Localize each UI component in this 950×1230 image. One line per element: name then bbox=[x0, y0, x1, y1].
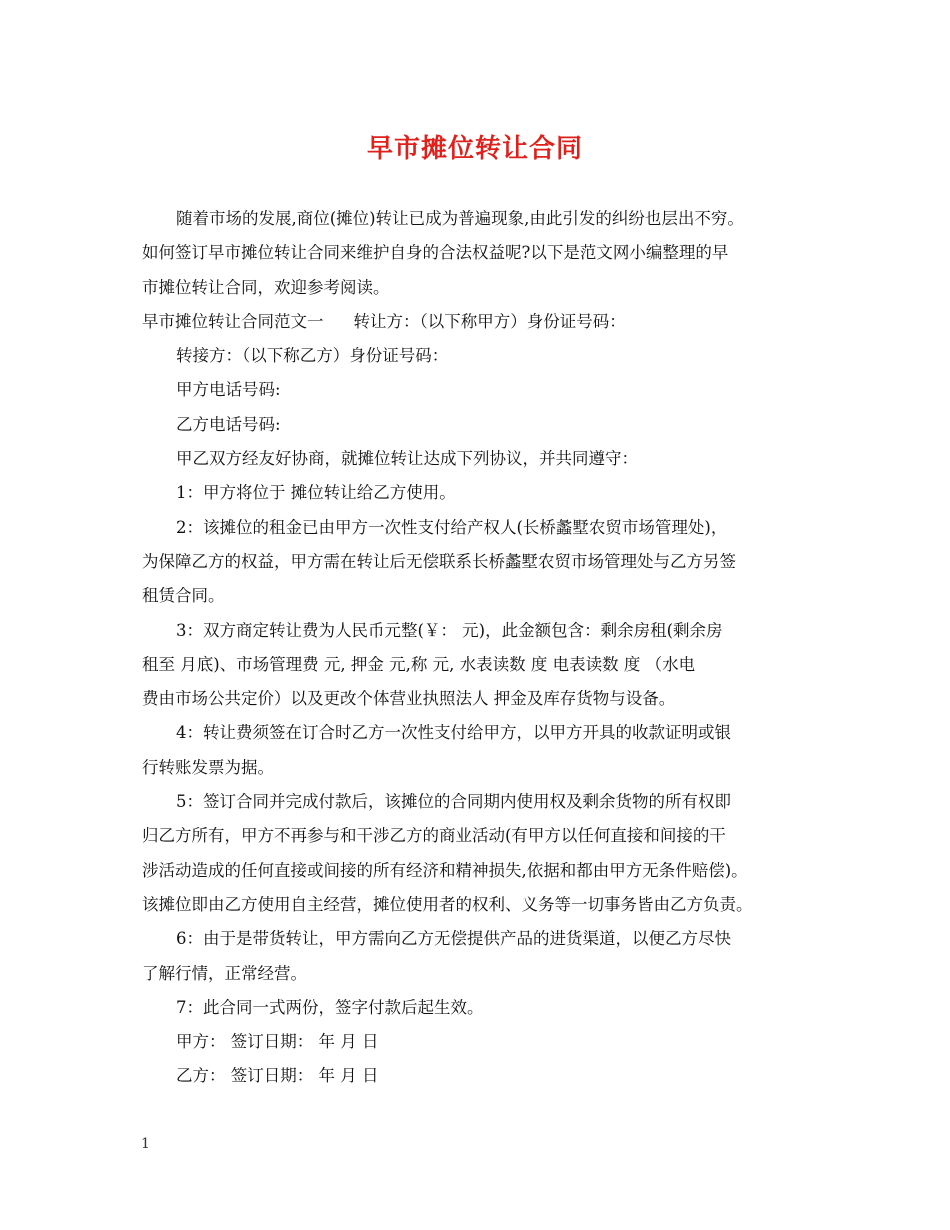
document-title: 早市摊位转让合同 bbox=[366, 134, 583, 164]
clause-3-line-1: 3：双方商定转让费为人民币元整(￥： 元)，此金额包含：剩余房租(剩余房 bbox=[176, 620, 723, 640]
agreement-intro: 甲乙双方经友好协商，就摊位转让达成下列协议，并共同遵守： bbox=[176, 449, 638, 469]
clause-5-line-4: 该摊位即由乙方使用自主经营，摊位使用者的权利、义务等一切事务皆由乙方负责。 bbox=[142, 894, 753, 914]
intro-line-1: 随着市场的发展,商位(摊位)转让已成为普遍现象,由此引发的纠纷也层出不穷。 bbox=[176, 209, 744, 228]
party-a-phone: 甲方电话号码: bbox=[176, 380, 281, 400]
clause-1-line-1: 1：甲方将位于 摊位转让给乙方使用。 bbox=[176, 483, 456, 503]
clause-3-line-2: 租至 月底)、市场管理费 元, 押金 元,称 元, 水表读数 度 电表读数 度 （水电 bbox=[142, 654, 696, 674]
clause-2-line-1: 2：该摊位的租金已由甲方一次性支付给产权人(长桥蠡墅农贸市场管理处)， bbox=[176, 517, 728, 537]
clause-5-line-1: 5：签订合同并完成付款后，该摊位的合同期内使用权及剩余货物的所有权即 bbox=[176, 792, 731, 812]
signature-party-a: 甲方： 签订日期： 年 月 日 bbox=[176, 1032, 379, 1052]
intro-line-2: 如何签订早市摊位转让合同来维护自身的合法权益呢?以下是范文网小编整理的早 bbox=[142, 243, 729, 263]
clause-6-line-1: 6：由于是带货转让，甲方需向乙方无偿提供产品的进货渠道，以便乙方尽快 bbox=[176, 929, 731, 949]
document-body bbox=[142, 202, 817, 1094]
transferee-line: 转接方：（以下称乙方）身份证号码： bbox=[176, 346, 449, 366]
clause-4-line-2: 行转账发票为据。 bbox=[142, 757, 274, 777]
clause-2-line-3: 租赁合同。 bbox=[142, 586, 225, 606]
signature-party-b: 乙方： 签订日期： 年 月 日 bbox=[176, 1066, 379, 1086]
clause-5-line-2: 归乙方所有，甲方不再参与和干涉乙方的商业活动(有甲方以任何直接和间接的干 bbox=[142, 826, 726, 846]
party-b-phone: 乙方电话号码: bbox=[176, 414, 281, 434]
clause-3-line-3: 费由市场公共定价）以及更改个体营业执照法人 押金及库存货物与设备。 bbox=[142, 689, 676, 709]
page-number: 1 bbox=[141, 1136, 150, 1152]
sample-heading: 早市摊位转让合同范文一 bbox=[142, 311, 324, 331]
clause-2-line-2: 为保障乙方的权益，甲方需在转让后无偿联系长桥蠡墅农贸市场管理处与乙方另签 bbox=[142, 551, 736, 571]
sample-heading-line bbox=[142, 305, 817, 339]
intro-line-3: 市摊位转让合同，欢迎参考阅读。 bbox=[142, 277, 390, 297]
clause-4-line-1: 4：转让费须签在订合时乙方一次性支付给甲方，以甲方开具的收款证明或银 bbox=[176, 723, 731, 743]
clause-6-line-2: 了解行情，正常经营。 bbox=[142, 963, 307, 983]
clause-7: 7：此合同一式两份，签字付款后起生效。 bbox=[176, 997, 484, 1017]
transferor-line: 转让方：（以下称甲方）身份证号码： bbox=[353, 311, 626, 331]
clause-5-line-3: 涉活动造成的任何直接或间接的所有经济和精神损失,依据和都由甲方无条件赔偿)。 bbox=[142, 860, 748, 880]
